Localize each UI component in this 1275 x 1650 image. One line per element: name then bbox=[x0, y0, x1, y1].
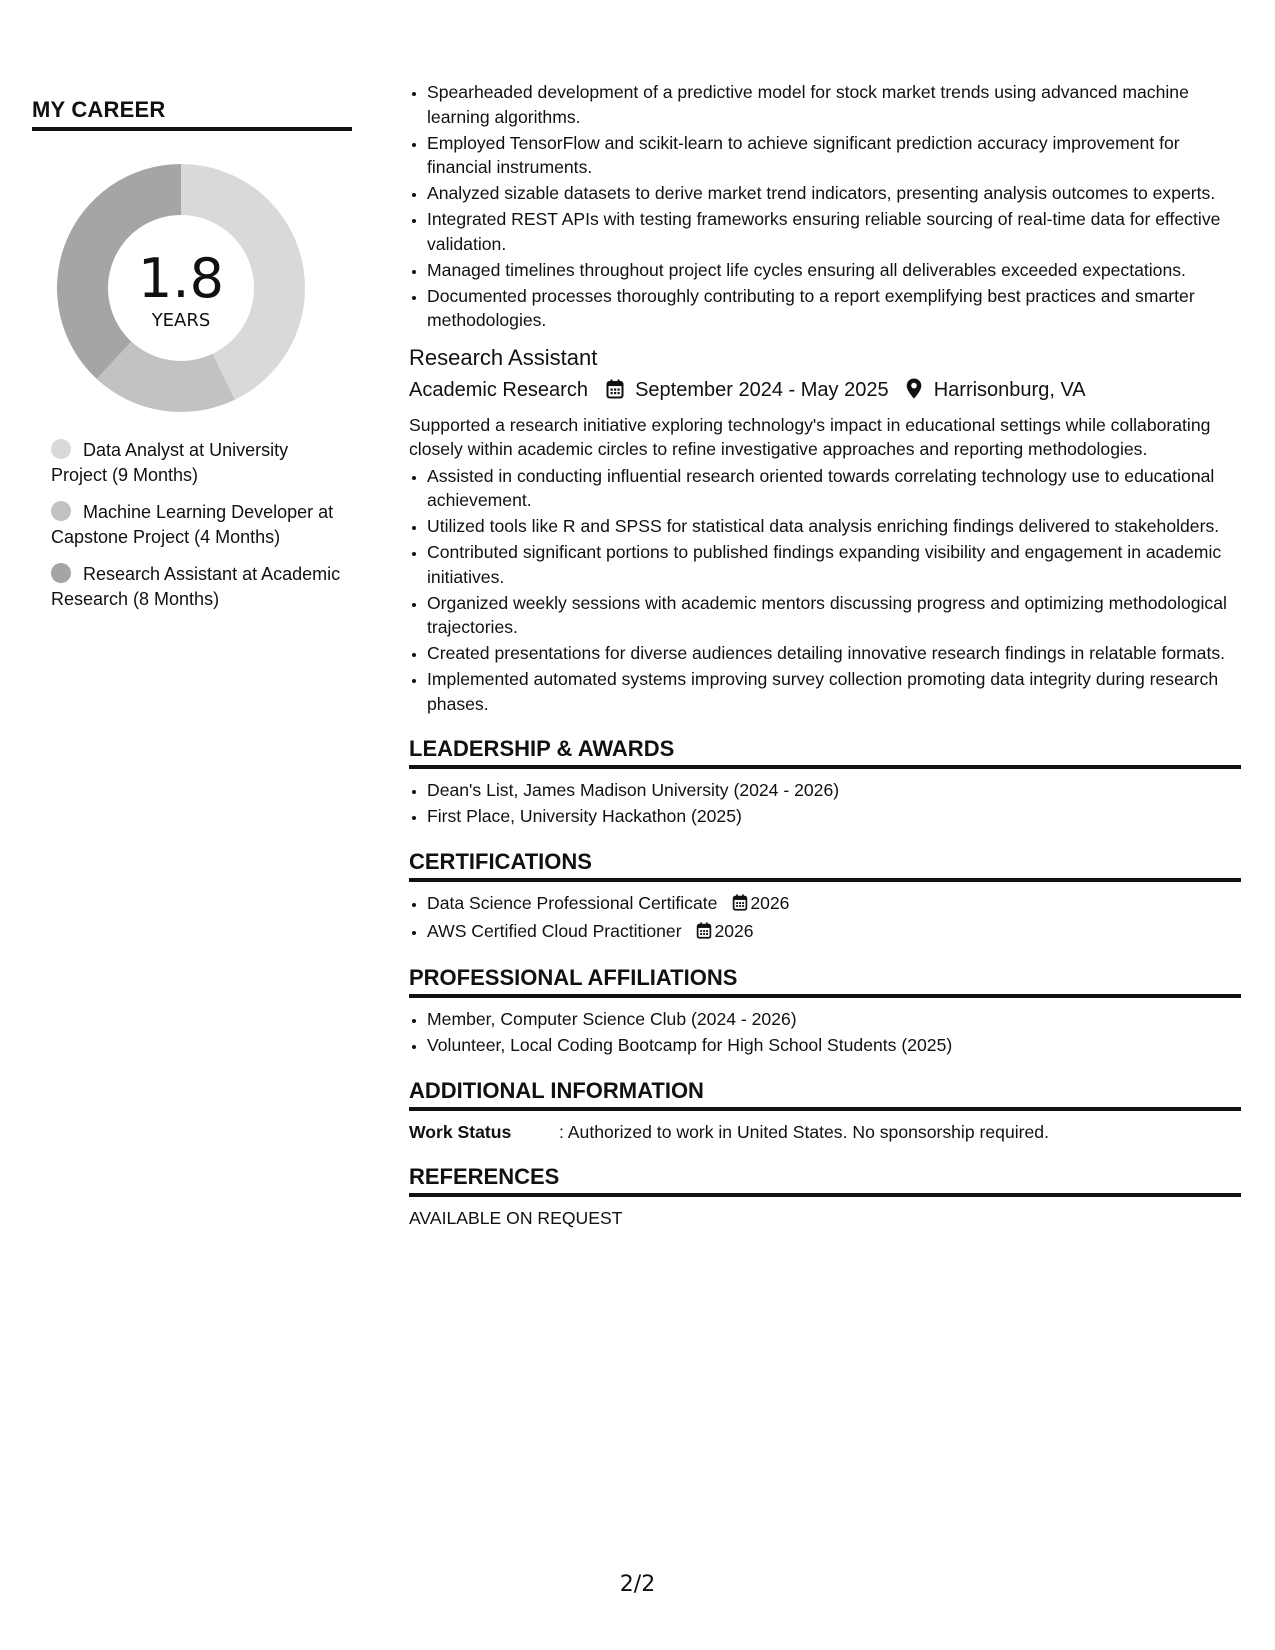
job-description: Supported a research initiative exploring technology's impact in educational settings while collaborating closely within academic circles to refine investigative approaches and reporting methodologies. bbox=[409, 414, 1211, 459]
awards-list bbox=[409, 778, 1241, 829]
cert-date bbox=[722, 893, 789, 913]
career-total-value: 1.8 bbox=[138, 247, 224, 310]
career-donut-chart bbox=[57, 164, 305, 412]
location-pin-icon bbox=[906, 378, 922, 405]
calendar-icon bbox=[696, 921, 712, 946]
page-number: 2/2 bbox=[619, 1572, 656, 1597]
legend-label: Data Analyst at University Project (9 Months) bbox=[51, 440, 289, 485]
list-item: • Dean's List, James Madison University (2024 - 2026) bbox=[427, 778, 1241, 803]
list-item: • Spearheaded development of a predictive model for stock market trends using advanced machine learning algorithms. bbox=[427, 80, 1241, 129]
work-status-label: Work Status bbox=[409, 1121, 512, 1142]
job-meta bbox=[409, 378, 1241, 405]
job-location: Harrisonburg, VA bbox=[933, 378, 1086, 401]
work-status-value: : Authorized to work in United States. No sponsorship required. bbox=[559, 1121, 1049, 1142]
list-item: • Volunteer, Local Coding Bootcamp for High School Students (2025) bbox=[427, 1033, 1241, 1058]
legend-item bbox=[51, 562, 341, 612]
cert-year: 2026 bbox=[750, 892, 790, 913]
job-title: Research Assistant bbox=[409, 344, 598, 370]
additional-info-heading: ADDITIONAL INFORMATION bbox=[409, 1078, 1241, 1111]
job-dates: September 2024 - May 2025 bbox=[635, 378, 889, 401]
job-bullets bbox=[409, 464, 1241, 717]
list-item: • Implemented automated systems improving survey collection promoting data integrity during research phases. bbox=[427, 667, 1241, 716]
list-item: • Contributed significant portions to published findings expanding visibility and engagement in academic initiatives. bbox=[427, 540, 1241, 589]
legend-dot bbox=[51, 501, 71, 521]
calendar-icon bbox=[606, 379, 624, 405]
awards-heading: LEADERSHIP & AWARDS bbox=[409, 736, 1241, 769]
legend-item bbox=[51, 438, 341, 488]
list-item: • Organized weekly sessions with academic mentors discussing progress and optimizing methodological trajectories. bbox=[427, 591, 1241, 640]
list-item: • Analyzed sizable datasets to derive market trend indicators, presenting analysis outcomes to experts. bbox=[427, 181, 1241, 206]
references-text: AVAILABLE ON REQUEST bbox=[409, 1207, 623, 1228]
career-legend bbox=[51, 438, 341, 612]
legend-item bbox=[51, 500, 341, 550]
list-item: • Created presentations for diverse audiences detailing innovative research findings in relatable formats. bbox=[427, 641, 1241, 666]
affiliations-heading: PROFESSIONAL AFFILIATIONS bbox=[409, 965, 1241, 998]
list-item: • Documented processes thoroughly contributing to a report exemplifying best practices and smarter methodologies. bbox=[427, 284, 1241, 333]
list-item bbox=[427, 891, 1241, 918]
calendar-icon bbox=[732, 893, 748, 918]
legend-label: Machine Learning Developer at Capstone Project (4 Months) bbox=[51, 502, 334, 547]
job-company: Academic Research bbox=[409, 378, 588, 401]
career-total-unit: YEARS bbox=[151, 310, 211, 331]
career-sidebar bbox=[32, 97, 352, 624]
donut-center bbox=[57, 164, 305, 412]
previous-job-bullets bbox=[409, 80, 1241, 333]
list-item: • Assisted in conducting influential research oriented towards correlating technology use to educational achievement. bbox=[427, 464, 1241, 513]
legend-dot bbox=[51, 563, 71, 583]
list-item: • Integrated REST APIs with testing frameworks ensuring reliable sourcing of real-time data for effective validation. bbox=[427, 207, 1241, 256]
cert-name: Data Science Professional Certificate bbox=[427, 892, 718, 913]
references-heading: REFERENCES bbox=[409, 1164, 1241, 1197]
affiliations-list bbox=[409, 1007, 1241, 1058]
list-item: • Member, Computer Science Club (2024 - 2026) bbox=[427, 1007, 1241, 1032]
list-item: • Managed timelines throughout project life cycles ensuring all deliverables exceeded expectations. bbox=[427, 258, 1241, 283]
cert-date bbox=[686, 921, 753, 941]
career-heading: MY CAREER bbox=[32, 97, 352, 131]
legend-dot bbox=[51, 439, 71, 459]
list-item: • Employed TensorFlow and scikit-learn to achieve significant prediction accuracy improvement for financial instruments. bbox=[427, 131, 1241, 180]
list-item: • First Place, University Hackathon (2025) bbox=[427, 804, 1241, 829]
work-status-row bbox=[409, 1120, 1241, 1144]
list-item bbox=[427, 919, 1241, 946]
certifications-list bbox=[409, 891, 1241, 946]
cert-year: 2026 bbox=[714, 920, 754, 941]
certifications-heading: CERTIFICATIONS bbox=[409, 849, 1241, 882]
main-content bbox=[409, 80, 1241, 1230]
list-item: • Utilized tools like R and SPSS for statistical data analysis enriching findings delivered to stakeholders. bbox=[427, 514, 1241, 539]
cert-name: AWS Certified Cloud Practitioner bbox=[427, 920, 682, 941]
legend-label: Research Assistant at Academic Research (8 Months) bbox=[51, 564, 341, 609]
